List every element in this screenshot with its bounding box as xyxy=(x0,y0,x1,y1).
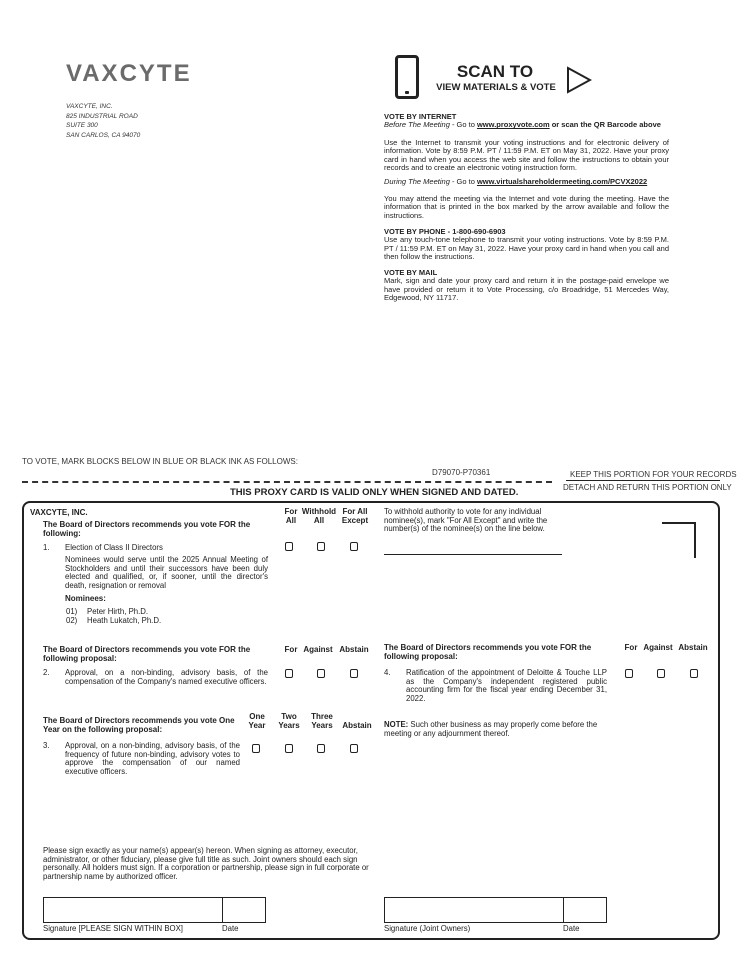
p2-abstain-checkbox[interactable] xyxy=(350,669,358,678)
p3-text: Approval, on a non-binding, advisory basis, of the frequency of future non-binding, advisory votes to approve the compensation of our named executive officers. xyxy=(65,741,240,776)
p3-board-recommendation: The Board of Directors recommends you vote One Year on the following proposal: xyxy=(43,716,235,734)
col-withhold-all: Withhold All xyxy=(301,507,337,525)
detach-line xyxy=(22,481,552,483)
p4-for-checkbox[interactable] xyxy=(625,669,633,678)
joint-date-label: Date xyxy=(563,924,580,933)
p4-abstain-checkbox[interactable] xyxy=(690,669,698,678)
voting-instructions xyxy=(384,113,669,308)
p2-board-recommendation: The Board of Directors recommends you vote FOR the following proposal: xyxy=(43,645,251,663)
p1-for-all-checkbox[interactable] xyxy=(285,542,293,551)
scan-title: SCAN TO xyxy=(456,62,534,81)
p1-title: Election of Class II Directors xyxy=(65,543,163,552)
p4-against-checkbox[interactable] xyxy=(657,669,665,678)
p4-text: Ratification of the appointment of Deloitte & Touche LLP as the Company's independent registered public accounting firm for the fiscal year ending December 31, 2022. xyxy=(406,668,607,703)
p3-three-years-checkbox[interactable] xyxy=(317,744,325,753)
play-arrow-icon xyxy=(566,66,592,94)
withhold-instructions: To withhold authority to vote for any individual nominee(s), mark "For All Except" and write the number(s) of the nominee(s) on the line below. xyxy=(384,507,548,534)
phone-icon xyxy=(395,55,419,99)
p2-col-for: For xyxy=(284,645,298,654)
during-label: During The Meeting xyxy=(384,177,450,187)
company-logo: VAXCYTE xyxy=(66,60,192,87)
p2-number: 2. xyxy=(43,668,50,677)
p1-withhold-all-checkbox[interactable] xyxy=(317,542,325,551)
note xyxy=(384,721,610,738)
p3-col-two-years: Two Years xyxy=(278,712,300,730)
nominee-number: 02) xyxy=(66,616,78,625)
p3-abstain-checkbox[interactable] xyxy=(350,744,358,753)
before-rest: or scan the QR Barcode above xyxy=(549,120,661,130)
mail-text: Mark, sign and date your proxy card and return it in the postage-paid envelope we have provided or return it to Vote Processing, c/o Broadridge, 51 Mercedes Way, Edgewood, NY 11717. xyxy=(384,276,669,302)
p3-number: 3. xyxy=(43,741,50,750)
validity-notice: THIS PROXY CARD IS VALID ONLY WHEN SIGNED AND DATED. xyxy=(230,487,519,498)
col-for-all-except: For All Except xyxy=(341,507,369,525)
p4-board-recommendation: The Board of Directors recommends you vote FOR the following proposal: xyxy=(384,643,592,661)
p2-col-against: Against xyxy=(303,645,333,654)
before-goto: - Go to xyxy=(449,120,477,130)
signature-label: Signature [PLEASE SIGN WITHIN BOX] xyxy=(43,924,183,933)
joint-signature-box[interactable] xyxy=(384,897,564,923)
company-address xyxy=(66,102,140,140)
nominee-number: 01) xyxy=(66,607,78,616)
p3-col-abstain: Abstain xyxy=(342,721,372,730)
nominee-name: Heath Lukatch, Ph.D. xyxy=(87,616,162,625)
signature-box[interactable] xyxy=(43,897,223,923)
p3-col-one-year: One Year xyxy=(248,712,266,730)
keep-divider xyxy=(566,480,720,481)
p4-number: 4. xyxy=(384,668,391,677)
note-text: Such other business as may properly come before the meeting or any adjournment thereof. xyxy=(384,720,598,738)
nominee-name: Peter Hirth, Ph.D. xyxy=(87,607,149,616)
phone-heading: VOTE BY PHONE - 1-800-690-6903 xyxy=(384,227,506,237)
p2-against-checkbox[interactable] xyxy=(317,669,325,678)
p1-number: 1. xyxy=(43,543,50,552)
address-line: SUITE 300 xyxy=(66,122,98,129)
p1-for-all-except-checkbox[interactable] xyxy=(350,542,358,551)
p2-col-abstain: Abstain xyxy=(339,645,369,654)
joint-date-box[interactable] xyxy=(563,897,607,923)
internet-text: Use the Internet to transmit your voting instructions and for electronic delivery of information. Vote by 8:59 P.M. PT / 11:59 P.M. ET on May 31, 2022. Have your proxy card in hand when you access the web site and follow the instructions to obtain your records and to create an electronic voting instruction form. xyxy=(384,137,669,173)
except-write-line[interactable] xyxy=(384,554,562,555)
to-vote-instruction: TO VOTE, MARK BLOCKS BELOW IN BLUE OR BLACK INK AS FOLLOWS: xyxy=(22,457,298,466)
during-goto: - Go to xyxy=(449,177,477,187)
mail-heading: VOTE BY MAIL xyxy=(384,267,438,277)
address-line: 825 INDUSTRIAL ROAD xyxy=(66,112,138,120)
signing-instructions: Please sign exactly as your name(s) appear(s) hereon. When signing as attorney, executor, administrator, or other fiduciary, please give full title as such. Joint owners should each sign personally. All holders must sign. If a corporation or partnership, please sign in full corporate or partnership name by authorized officer. xyxy=(43,846,369,881)
card-company-name: VAXCYTE, INC. xyxy=(30,508,88,517)
before-label: Before The Meeting xyxy=(384,120,450,130)
proxyvote-link[interactable]: www.proxyvote.com xyxy=(476,120,550,130)
joint-signature-label: Signature (Joint Owners) xyxy=(384,924,471,933)
p1-board-recommendation: The Board of Directors recommends you vote FOR the following: xyxy=(43,520,251,538)
nominees-label: Nominees: xyxy=(65,594,106,603)
p3-col-three-years: Three Years xyxy=(311,712,333,730)
detach-portion-label: DETACH AND RETURN THIS PORTION ONLY xyxy=(563,483,732,492)
p4-col-for: For xyxy=(624,643,638,652)
keep-portion-label: KEEP THIS PORTION FOR YOUR RECORDS xyxy=(570,470,737,479)
address-line: VAXCYTE, INC. xyxy=(66,103,113,110)
date-box[interactable] xyxy=(222,897,266,923)
control-number: D79070-P70361 xyxy=(432,468,491,477)
p3-two-years-checkbox[interactable] xyxy=(285,744,293,753)
p2-for-checkbox[interactable] xyxy=(285,669,293,678)
internet-heading: VOTE BY INTERNET xyxy=(384,112,457,121)
col-for-all: For All xyxy=(284,507,298,525)
corner-bracket xyxy=(662,522,696,558)
virtual-meeting-link[interactable]: www.virtualshareholdermeeting.com/PCVX2022 xyxy=(476,177,648,187)
phone-text: Use any touch-tone telephone to transmit your voting instructions. Vote by 8:59 P.M. PT / 11:59 P.M. ET on May 31, 2022. Have your proxy card in hand when you call and then follow the instructions. xyxy=(384,235,669,262)
p3-one-year-checkbox[interactable] xyxy=(252,744,260,753)
p2-text: Approval, on a non-binding, advisory basis, of the compensation of the Company's named executive officers. xyxy=(65,668,268,686)
scan-subtitle: VIEW MATERIALS & VOTE xyxy=(436,82,556,93)
during-text: You may attend the meeting via the Internet and vote during the meeting. Have the information that is printed in the box marked by the arrow available and follow the instructions. xyxy=(384,193,669,220)
p4-col-against: Against xyxy=(643,643,673,652)
address-line: SAN CARLOS, CA 94070 xyxy=(66,131,141,139)
p1-description: Nominees would serve until the 2025 Annual Meeting of Stockholders and until their successors have been duly elected and qualified, or, if sooner, until the director's death, resignation or removal xyxy=(65,555,268,590)
note-label: NOTE: xyxy=(384,720,409,729)
p4-col-abstain: Abstain xyxy=(678,643,708,652)
date-label: Date xyxy=(222,924,239,933)
